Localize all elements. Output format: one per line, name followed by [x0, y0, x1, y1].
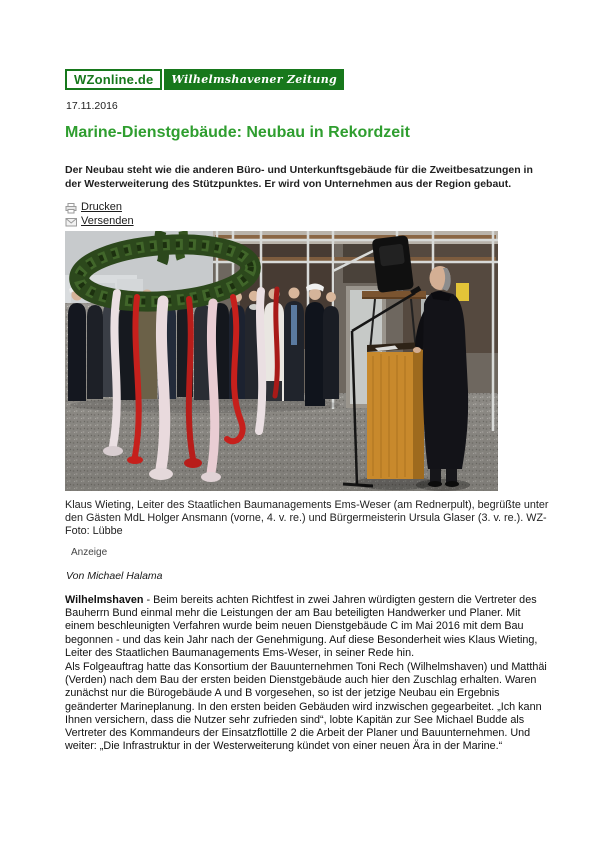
site-logo[interactable]	[65, 69, 344, 90]
photo-yellow-sign	[456, 283, 469, 301]
article-paragraph-2	[65, 661, 547, 753]
article-date: 17.11.2016	[66, 100, 118, 112]
print-action[interactable]	[65, 200, 134, 213]
newspaper-logo-text[interactable]: Wilhelmshavener Zeitung	[164, 69, 344, 90]
wzonline-logo-text[interactable]: WZonline.de	[65, 69, 162, 90]
send-link[interactable]: Versenden	[81, 214, 134, 227]
send-action[interactable]	[65, 214, 134, 227]
article-headline: Marine-Dienstgebäude: Neubau in Rekordzeit	[65, 124, 410, 141]
ad-label: Anzeige	[71, 547, 108, 558]
paragraph-text: - Beim bereits achten Richtfest in zwei Jahren würdigten gestern die Vertreter des Bauherrn Bund einmal mehr die Leistungen der am Bau beteiligten Handwerker und Planer. Mit einem beschleunigten Verfahren wurde beim neuen Dienstgebäude C im Mai 2016 mit dem Bau begonnen - und das kein Jahr nach der Genehmigung. Auf diese Besonderheit wies Klaus Wieting, Leiter des Staatlichen Baumanagements Ems-Weser, in seiner Rede hin.	[65, 594, 538, 659]
paragraph-text: Als Folgeauftrag hatte das Konsortium der Bauunternehmen Toni Rech (Wilhelmshaven) und Matthäi (Verden) nach dem Bau der ersten beiden Dienstgebäude auch hier den Zuschlag erhalten. Waren zunächst nur die Bürogebäude A und B vorgesehen, so ist der jetzige Neubau ein Ergebnis geänderter Marineplanung. In den ersten beiden Gebäuden wird inzwischen gegearbeitet. „Ich kann Ihnen versichern, dass die Nutzer sehr zufrieden sind“, lobte Kapitän zur See Michael Budde als Vertreter des Kommandeurs der Einsatzflottille 2 die Arbeit der Planer und Bauunternehmen. Und weiter: „Die Infrastruktur in der Westerweiterung kündet von einer neuen Ära in der Marine.“	[65, 661, 547, 753]
article-intro: Der Neubau steht wie die anderen Büro- und Unterkunftsgebäude für die Zweitbesatzungen in der Westerweiterung des Stützpunktes. Er wird von Unternehmen aus der Region gebaut.	[65, 164, 533, 190]
envelope-icon	[65, 215, 78, 226]
photo-caption: Klaus Wieting, Leiter des Staatlichen Baumanagements Ems-Weser (am Rednerpult), begrüßte unter den Gästen MdL Holger Ansmann (vorne, 4. v. re.) und Bürgermeisterin Ursula Glaser (3. v. re.). WZ-Foto: Lübbe	[65, 499, 549, 537]
article-photo	[65, 231, 498, 491]
print-link[interactable]: Drucken	[81, 200, 122, 213]
article-paragraph-1	[65, 594, 547, 660]
printer-icon	[65, 201, 78, 212]
article-actions	[65, 200, 134, 228]
paragraph-lead: Wilhelmshaven	[65, 594, 144, 606]
article-byline: Von Michael Halama	[66, 570, 163, 582]
